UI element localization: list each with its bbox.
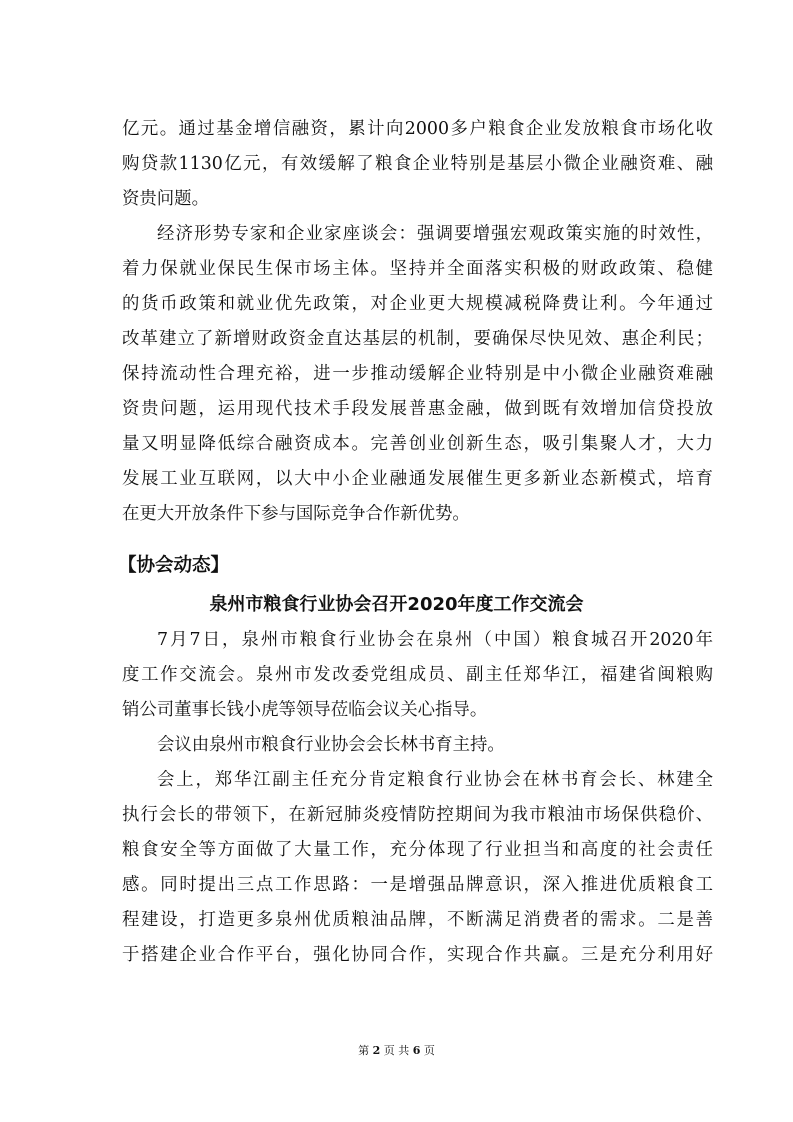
body-text-line: 粮食安全等方面做了大量工作，充分体现了行业担当和高度的社会责任 xyxy=(122,840,713,860)
body-text-line: 会议由泉州市粮食行业协会会长林书育主持。 xyxy=(157,735,505,755)
body-text-line: 的货币政策和就业优先政策，对企业更大规模减税降费让利。今年通过 xyxy=(122,294,713,314)
current-page: 2 xyxy=(372,1044,381,1057)
body-text-line: 度工作交流会。泉州市发改委党组成员、副主任郑华江，福建省闽粮购 xyxy=(122,665,713,685)
body-text-line: 发展工业互联网，以大中小企业融通发展催生更多新业态新模式，培育 xyxy=(122,469,713,489)
article-title: 泉州市粮食行业协会召开2020年度工作交流会 xyxy=(209,594,584,615)
body-text-line: 在更大开放条件下参与国际竞争合作新优势。 xyxy=(122,504,470,524)
page-number-prefix: 第 xyxy=(358,1044,370,1057)
body-text-line: 资贵问题，运用现代技术手段发展普惠金融，做到既有效增加信贷投放 xyxy=(122,399,713,419)
body-text-line: 执行会长的带领下，在新冠肺炎疫情防控期间为我市粮油市场保供稳价、 xyxy=(122,805,713,825)
body-text-line: 资贵问题。 xyxy=(122,189,209,209)
total-pages: 6 xyxy=(412,1044,421,1057)
page-number xyxy=(0,1044,793,1058)
body-text-line: 保持流动性合理充裕，进一步推动缓解企业特别是中小微企业融资难融 xyxy=(122,364,713,384)
page-number-mid: 页 共 xyxy=(383,1044,410,1057)
body-text-line: 程建设，打造更多泉州优质粮油品牌，不断满足消费者的需求。二是善 xyxy=(122,910,713,930)
body-text-line: 量又明显降低综合融资成本。完善创业创新生态，吸引集聚人才，大力 xyxy=(122,434,713,454)
body-text-line: 亿元。通过基金增信融资，累计向2000多户粮食企业发放粮食市场化收 xyxy=(122,119,713,139)
section-heading: 【协会动态】 xyxy=(118,555,230,576)
body-text-line: 销公司董事长钱小虎等领导莅临会议关心指导。 xyxy=(122,700,488,720)
body-text-line: 会上，郑华江副主任充分肯定粮食行业协会在林书育会长、林建全 xyxy=(157,770,713,790)
body-text-line: 改革建立了新增财政资金直达基层的机制，要确保尽快见效、惠企利民； xyxy=(122,329,713,349)
page-number-suffix: 页 xyxy=(423,1044,435,1057)
body-text-line: 经济形势专家和企业家座谈会：强调要增强宏观政策实施的时效性， xyxy=(157,224,713,244)
body-text-line: 于搭建企业合作平台，强化协同合作，实现合作共赢。三是充分利用好 xyxy=(122,945,713,965)
body-text-line: 7月7日，泉州市粮食行业协会在泉州（中国）粮食城召开2020年 xyxy=(157,630,713,650)
body-text-line: 购贷款1130亿元，有效缓解了粮食企业特别是基层小微企业融资难、融 xyxy=(122,154,713,174)
body-text-line: 感。同时提出三点工作思路：一是增强品牌意识，深入推进优质粮食工 xyxy=(122,875,713,895)
body-text-line: 着力保就业保民生保市场主体。坚持并全面落实积极的财政政策、稳健 xyxy=(122,259,713,279)
